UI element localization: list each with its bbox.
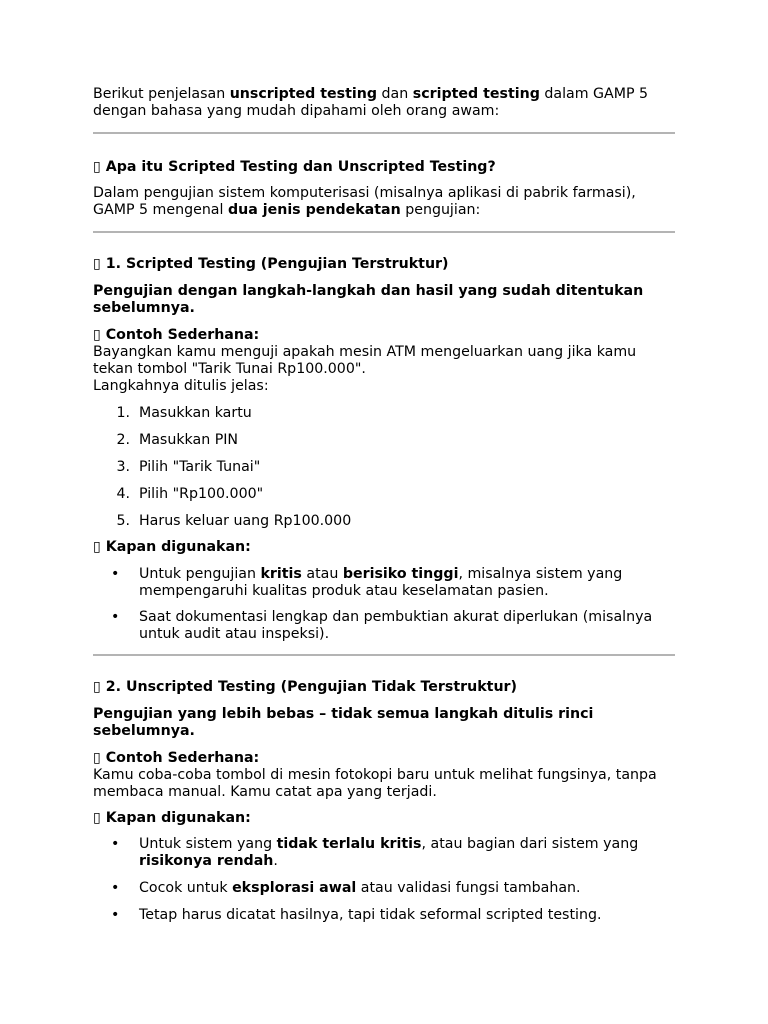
list-item-text: atau	[301, 566, 343, 582]
list-item-text: .	[273, 853, 278, 869]
scripted-when-list	[93, 566, 675, 643]
list-item-number: 1.	[116, 405, 130, 421]
intro-text-line2: dengan bahasa yang mudah dipahami oleh orang awam:	[93, 103, 500, 119]
list-item-number: 3.	[116, 459, 130, 475]
section-unscripted-when-heading-text: Kapan digunakan:	[105, 810, 251, 826]
intro-term-scripted: scripted testing	[412, 86, 540, 102]
list-item	[93, 486, 675, 503]
section-scripted-when-heading	[93, 539, 675, 556]
divider	[93, 132, 675, 134]
section-unscripted-when-heading	[93, 810, 675, 827]
scripted-steps-list	[93, 405, 675, 530]
intro-text-1: Berikut penjelasan	[93, 86, 230, 102]
missing-glyph-icon: ▯	[93, 679, 101, 695]
section-scripted-heading-text: 1. Scripted Testing (Pengujian Terstruktur)	[105, 256, 449, 272]
section-unscripted-heading	[93, 679, 675, 696]
missing-glyph-icon: ▯	[93, 256, 101, 272]
list-item-bold: tidak terlalu kritis	[276, 836, 422, 852]
missing-glyph-icon: ▯	[93, 159, 101, 175]
list-item-text: untuk audit atau inspeksi).	[139, 626, 330, 642]
section-unscripted-definition	[93, 706, 675, 740]
list-item-text: Masukkan PIN	[139, 432, 239, 448]
intro-paragraph	[93, 86, 675, 120]
section-unscripted-heading-text: 2. Unscripted Testing (Pengujian Tidak Terstruktur)	[105, 679, 518, 695]
list-item-text: Harus keluar uang Rp100.000	[139, 513, 352, 529]
list-item-bold: berisiko tinggi	[342, 566, 459, 582]
section-scripted-when-heading-text: Kapan digunakan:	[105, 539, 251, 555]
section-what-body-bold: dua jenis pendekatan	[227, 202, 401, 218]
list-item	[93, 405, 675, 422]
missing-glyph-icon: ▯	[93, 810, 101, 826]
missing-glyph-icon: ▯	[93, 327, 101, 343]
list-item-text: Cocok untuk	[139, 880, 233, 896]
bullet-icon: •	[111, 836, 120, 852]
list-item-text: Pilih "Rp100.000"	[139, 486, 264, 502]
section-scripted-example-line3: Langkahnya ditulis jelas:	[93, 378, 269, 394]
list-item	[93, 432, 675, 449]
unscripted-when-list	[93, 836, 675, 924]
document-page	[93, 86, 675, 924]
list-item-number: 2.	[116, 432, 130, 448]
section-what-body-line1: Dalam pengujian sistem komputerisasi (misalnya aplikasi di pabrik farmasi),	[93, 185, 636, 201]
section-scripted-example-line1: Bayangkan kamu menguji apakah mesin ATM mengeluarkan uang jika kamu	[93, 344, 637, 360]
section-what-body-text-2: pengujian:	[400, 202, 481, 218]
section-unscripted-definition-line2: sebelumnya.	[93, 723, 195, 739]
intro-text-2: dan	[377, 86, 413, 102]
section-scripted-definition-line2: sebelumnya.	[93, 300, 195, 316]
list-item-text: mempengaruhi kualitas produk atau keselamatan pasien.	[139, 583, 549, 599]
bullet-icon: •	[111, 880, 120, 896]
missing-glyph-icon: ▯	[93, 750, 101, 766]
divider	[93, 231, 675, 233]
section-scripted-definition-line1: Pengujian dengan langkah-langkah dan hasil yang sudah ditentukan	[93, 283, 644, 299]
list-item-text: Tetap harus dicatat hasilnya, tapi tidak seformal scripted testing.	[139, 907, 602, 923]
list-item-text: Masukkan kartu	[139, 405, 252, 421]
section-unscripted-example-line2: membaca manual. Kamu catat apa yang terjadi.	[93, 784, 437, 800]
bullet-icon: •	[111, 566, 120, 582]
list-item	[93, 513, 675, 530]
list-item	[93, 836, 675, 870]
list-item-text: , atau bagian dari sistem yang	[421, 836, 639, 852]
list-item-text: Untuk pengujian	[139, 566, 261, 582]
section-unscripted-example-line1: Kamu coba-coba tombol di mesin fotokopi baru untuk melihat fungsinya, tanpa	[93, 767, 657, 783]
section-what-heading-text: Apa itu Scripted Testing dan Unscripted Testing?	[105, 159, 496, 175]
list-item-text: Pilih "Tarik Tunai"	[139, 459, 261, 475]
section-scripted-example-heading-text: Contoh Sederhana:	[105, 327, 260, 343]
bullet-icon: •	[111, 609, 120, 625]
bullet-icon: •	[111, 907, 120, 923]
list-item-bold: risikonya rendah	[139, 853, 274, 869]
list-item-number: 5.	[116, 513, 130, 529]
intro-term-unscripted: unscripted testing	[229, 86, 378, 102]
list-item	[93, 459, 675, 476]
section-unscripted-example-body	[93, 767, 675, 801]
divider	[93, 654, 675, 656]
list-item	[93, 609, 675, 643]
list-item	[93, 880, 675, 897]
section-unscripted-example-heading	[93, 750, 675, 767]
section-scripted-example-body	[93, 344, 675, 395]
section-scripted-definition	[93, 283, 675, 317]
section-scripted-example-heading	[93, 327, 675, 344]
intro-text-3: dalam GAMP 5	[539, 86, 649, 102]
list-item-bold: kritis	[260, 566, 302, 582]
section-what-body-text-1: GAMP 5 mengenal	[93, 202, 228, 218]
missing-glyph-icon: ▯	[93, 539, 101, 555]
list-item	[93, 566, 675, 600]
list-item-text: , misalnya sistem yang	[458, 566, 623, 582]
section-scripted-heading	[93, 256, 675, 273]
section-what-body	[93, 185, 675, 219]
list-item-text: Untuk sistem yang	[139, 836, 277, 852]
list-item-bold: eksplorasi awal	[232, 880, 357, 896]
list-item	[93, 907, 675, 924]
section-scripted-example-line2: tekan tombol "Tarik Tunai Rp100.000".	[93, 361, 366, 377]
list-item-text: atau validasi fungsi tambahan.	[356, 880, 581, 896]
section-unscripted-definition-line1: Pengujian yang lebih bebas – tidak semua langkah ditulis rinci	[93, 706, 594, 722]
section-unscripted-example-heading-text: Contoh Sederhana:	[105, 750, 260, 766]
list-item-number: 4.	[116, 486, 130, 502]
list-item-text: Saat dokumentasi lengkap dan pembuktian akurat diperlukan (misalnya	[139, 609, 653, 625]
section-what-heading	[93, 159, 675, 176]
